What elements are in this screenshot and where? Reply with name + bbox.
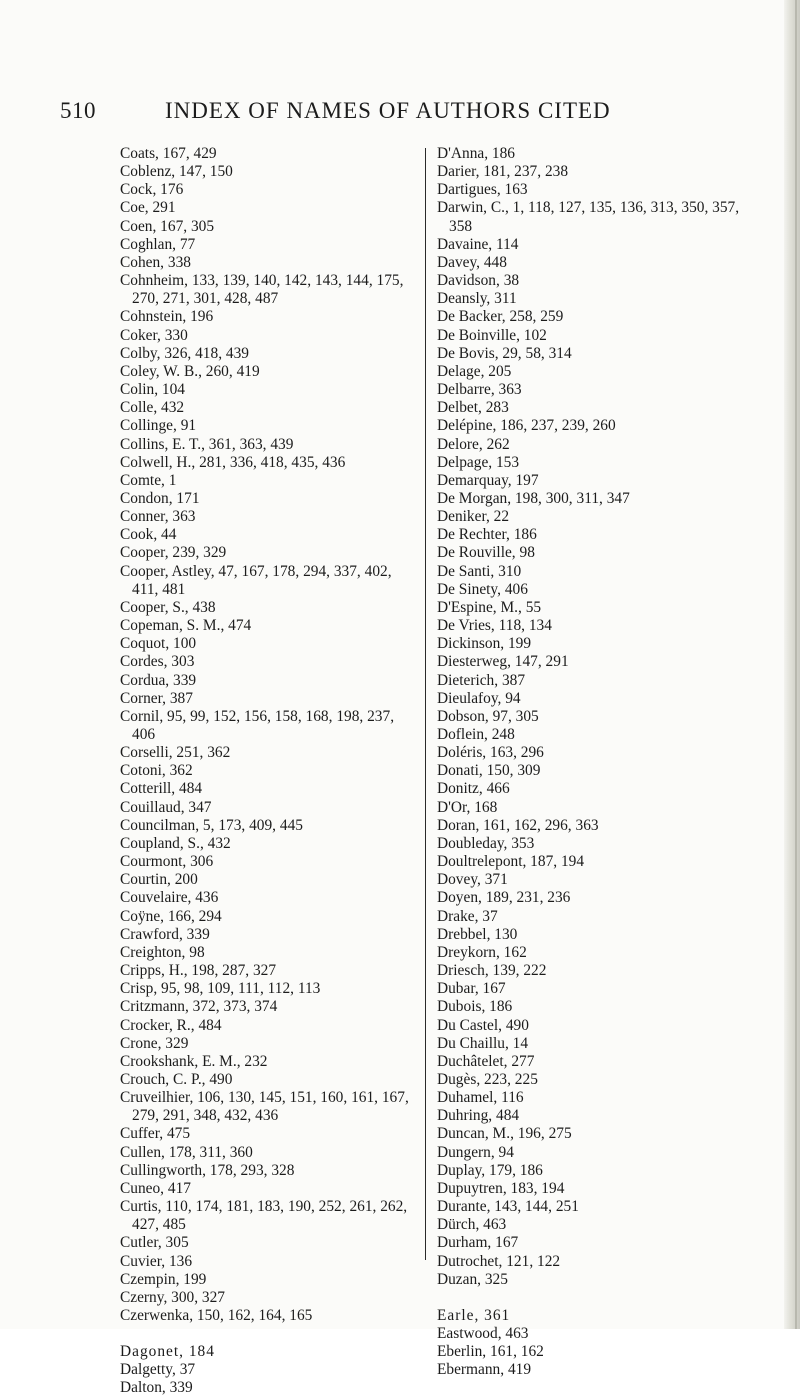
index-entry: Darwin, C., 1, 118, 127, 135, 136, 313, 350, 357, 358	[437, 199, 740, 235]
index-entry: Dupuytren, 183, 194	[437, 1179, 565, 1197]
index-entry: Corner, 387	[120, 689, 193, 707]
index-entry: Condon, 171	[120, 489, 200, 507]
index-entry: Delpage, 153	[437, 453, 520, 471]
index-entry: Coÿne, 166, 294	[120, 907, 222, 925]
index-entry: Duhring, 484	[437, 1107, 520, 1125]
index-entry: Ebermann, 419	[437, 1361, 532, 1379]
index-entry: Coley, W. B., 260, 419	[120, 362, 260, 380]
index-entry: Cutler, 305	[120, 1234, 189, 1252]
index-entry: Couillaud, 347	[120, 798, 212, 816]
index-entry: Earle, 361	[437, 1306, 511, 1324]
index-entry: Cullen, 178, 311, 360	[120, 1143, 253, 1161]
index-entry: Couvelaire, 436	[120, 889, 219, 907]
index-entry: De Rechter, 186	[437, 526, 537, 544]
index-entry: Dürch, 463	[437, 1216, 507, 1234]
index-entry: Cook, 44	[120, 526, 177, 544]
index-entry: Diesterweg, 147, 291	[437, 653, 569, 671]
index-entry: Czempin, 199	[120, 1270, 207, 1288]
index-entry: Dickinson, 199	[437, 635, 532, 653]
index-entry: Cordes, 303	[120, 653, 195, 671]
index-entry: Darier, 181, 237, 238	[437, 163, 569, 181]
index-entry: Crookshank, E. M., 232	[120, 1052, 268, 1070]
index-entry: Delage, 205	[437, 362, 512, 380]
index-entry: D'Anna, 186	[437, 145, 516, 162]
index-entry: Dartigues, 163	[437, 181, 528, 199]
index-entry: Davaine, 114	[437, 235, 519, 253]
index-entry: Doflein, 248	[437, 726, 515, 743]
index-entry: Dieterich, 387	[437, 671, 526, 689]
index-entry: D'Espine, M., 55	[437, 598, 542, 616]
index-entry: Eberlin, 161, 162	[437, 1343, 544, 1361]
page-edge-shadow	[784, 0, 800, 1329]
index-entry: Copeman, S. M., 474	[120, 617, 252, 635]
index-entry: Delépine, 186, 237, 239, 260	[437, 417, 616, 435]
index-entry: Colby, 326, 418, 439	[120, 344, 249, 362]
index-entry: D'Or, 168	[437, 798, 498, 816]
index-entry: Duzan, 325	[437, 1270, 508, 1288]
index-entry: Colin, 104	[120, 381, 185, 399]
index-entry: Coblenz, 147, 150	[120, 163, 233, 181]
column-divider	[425, 148, 426, 1260]
index-entry: Dugès, 223, 225	[437, 1070, 538, 1088]
index-entry: Demarquay, 197	[437, 471, 539, 489]
index-entry: Cotterill, 484	[120, 780, 203, 798]
running-head: INDEX OF NAMES OF AUTHORS CITED	[165, 98, 611, 123]
index-entry: Crawford, 339	[120, 925, 210, 943]
index-entry: De Vries, 118, 134	[437, 617, 552, 635]
index-entry: Cotoni, 362	[120, 762, 193, 780]
index-entry: Dreykorn, 162	[437, 943, 527, 961]
index-entry: Dagonet, 184	[120, 1343, 215, 1361]
index-entry: Cuvier, 136	[120, 1252, 193, 1270]
index-entry: Conner, 363	[120, 508, 196, 526]
index-entry: De Backer, 258, 259	[437, 308, 564, 326]
index-entry: Cripps, H., 198, 287, 327	[120, 962, 277, 980]
index-entry: Coghlan, 77	[120, 235, 196, 253]
index-entry: Crocker, R., 484	[120, 1016, 222, 1034]
index-entry: Cooper, Astley, 47, 167, 178, 294, 337, 402, 411, 481	[120, 562, 392, 598]
index-entry: Dungern, 94	[437, 1143, 514, 1161]
index-entry: Collins, E. T., 361, 363, 439	[120, 435, 294, 453]
index-entry: De Santi, 310	[437, 562, 522, 580]
index-entry: Donitz, 466	[437, 780, 510, 798]
index-entry: Dobson, 97, 305	[437, 707, 539, 725]
index-entry: Cornil, 95, 99, 152, 156, 158, 168, 198, 237, 406	[120, 707, 395, 743]
index-entry: Cullingworth, 178, 293, 328	[120, 1161, 295, 1179]
index-entry: Deansly, 311	[437, 290, 517, 308]
index-entry: Delbet, 283	[437, 399, 509, 417]
index-entry: Dutrochet, 121, 122	[437, 1252, 561, 1270]
index-entry: Doultrelepont, 187, 194	[437, 853, 585, 871]
index-entry: Czerny, 300, 327	[120, 1288, 226, 1306]
index-entry: Crone, 329	[120, 1034, 189, 1052]
index-entry: Coats, 167, 429	[120, 145, 217, 162]
index-entry: Cock, 176	[120, 181, 184, 199]
index-entry: Duchâtelet, 277	[437, 1052, 535, 1070]
index-entry: De Rouville, 98	[437, 544, 535, 562]
index-entry: Davey, 448	[437, 253, 507, 271]
index-entry: Drebbel, 130	[437, 925, 518, 943]
index-entry: Creighton, 98	[120, 943, 205, 961]
index-entry: Collinge, 91	[120, 417, 197, 435]
index-entry: Dalgetty, 37	[120, 1361, 196, 1379]
index-entry: Councilman, 5, 173, 409, 445	[120, 816, 303, 834]
index-column-right	[437, 145, 765, 1379]
index-entry: Crisp, 95, 98, 109, 111, 112, 113	[120, 980, 321, 998]
index-entry: Deniker, 22	[437, 508, 510, 526]
index-entry: Crouch, C. P., 490	[120, 1070, 233, 1088]
index-entry: Doubleday, 353	[437, 834, 535, 852]
index-entry: Cordua, 339	[120, 671, 197, 689]
index-entry: Doran, 161, 162, 296, 363	[437, 816, 599, 834]
index-entry: Corselli, 251, 362	[120, 744, 231, 762]
index-entry: Cuneo, 417	[120, 1179, 191, 1197]
index-entry: Coker, 330	[120, 326, 188, 344]
index-entry: Critzmann, 372, 373, 374	[120, 998, 278, 1016]
index-entry: Du Castel, 490	[437, 1016, 529, 1034]
index-entry: Dieulafoy, 94	[437, 689, 521, 707]
index-entry: Durante, 143, 144, 251	[437, 1198, 579, 1216]
index-entry: Cohen, 338	[120, 253, 191, 271]
index-entry: Coupland, S., 432	[120, 834, 231, 852]
index-entry: Drake, 37	[437, 907, 498, 925]
index-entry: Cruveilhier, 106, 130, 145, 151, 160, 161, 167, 279, 291, 348, 432, 436	[120, 1089, 409, 1125]
index-entry: Cohnstein, 196	[120, 308, 214, 326]
index-entry: Eastwood, 463	[437, 1325, 529, 1342]
page-number: 510	[60, 98, 96, 123]
index-entry: Dovey, 371	[437, 871, 508, 889]
index-entry: De Bovis, 29, 58, 314	[437, 344, 572, 362]
index-entry: Davidson, 38	[437, 272, 520, 290]
index-entry: Dubois, 186	[437, 998, 513, 1016]
index-entry: De Boinville, 102	[437, 326, 547, 344]
index-entry: Cooper, 239, 329	[120, 544, 227, 562]
index-entry: Cuffer, 475	[120, 1125, 191, 1143]
index-entry: Colle, 432	[120, 399, 185, 417]
index-entry: Dalton, 339	[120, 1379, 193, 1397]
index-column-left	[120, 145, 412, 1398]
index-entry: Duhamel, 116	[437, 1089, 524, 1107]
index-entry: Du Chaillu, 14	[437, 1034, 529, 1052]
index-entry: Delbarre, 363	[437, 381, 522, 399]
index-entry: Cooper, S., 438	[120, 598, 216, 616]
index-entry: Delore, 262	[437, 435, 510, 453]
index-entry: Doléris, 163, 296	[437, 744, 544, 762]
index-entry: De Sinety, 406	[437, 580, 528, 598]
index-entry: Donati, 150, 309	[437, 762, 541, 780]
index-entry: Comte, 1	[120, 471, 177, 489]
index-entry: Doyen, 189, 231, 236	[437, 889, 571, 907]
index-entry: Coen, 167, 305	[120, 217, 215, 235]
index-entry: Durham, 167	[437, 1234, 519, 1252]
index-entry: Curtis, 110, 174, 181, 183, 190, 252, 261, 262, 427, 485	[120, 1198, 408, 1234]
page-header	[60, 98, 760, 128]
index-entry: De Morgan, 198, 300, 311, 347	[437, 489, 630, 507]
index-entry: Driesch, 139, 222	[437, 962, 547, 980]
index-entry: Dubar, 167	[437, 980, 506, 998]
index-entry: Courmont, 306	[120, 853, 214, 871]
index-entry: Coquot, 100	[120, 635, 197, 653]
index-entry: Courtin, 200	[120, 871, 198, 889]
index-entry: Czerwenka, 150, 162, 164, 165	[120, 1307, 313, 1324]
index-entry: Duncan, M., 196, 275	[437, 1125, 572, 1143]
index-entry: Colwell, H., 281, 336, 418, 435, 436	[120, 453, 346, 471]
index-entry: Cohnheim, 133, 139, 140, 142, 143, 144, 175, 270, 271, 301, 428, 487	[120, 272, 404, 308]
index-entry: Coe, 291	[120, 199, 176, 217]
index-entry: Duplay, 179, 186	[437, 1161, 543, 1179]
